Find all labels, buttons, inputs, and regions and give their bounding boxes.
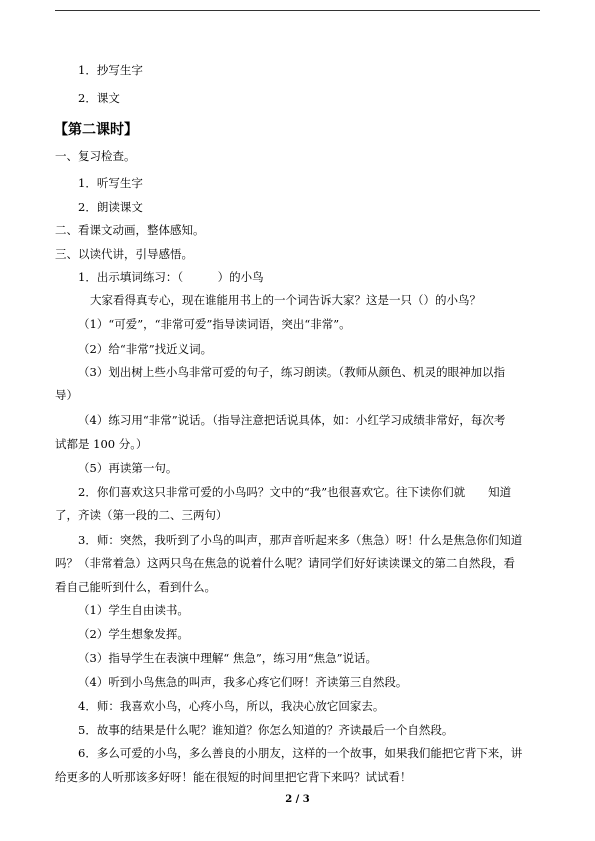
text-line: 4．师：我喜欢小鸟，心疼小鸟，所以，我决心放它回家去。: [78, 699, 385, 713]
text-line: （2）学生想象发挥。: [78, 627, 189, 641]
document-body: [55, 0, 540, 841]
text-line: 二、看课文动画，整体感知。: [55, 223, 205, 237]
text-line: 了，齐读（第一段的二、三两句）: [55, 508, 228, 522]
text-line: 2．朗读课文: [78, 200, 143, 214]
text-line: 一、复习检查。: [55, 149, 136, 163]
text-line: 大家看得真专心，现在谁能用书上的一个词告诉大家？这是一只（）的小鸟？: [90, 293, 481, 307]
text-line: （3）指导学生在表演中理解“ 焦急”，练习用“焦急”说话。: [78, 651, 377, 665]
text-line: 2．你们喜欢这只非常可爱的小鸟吗？文中的“我”也很喜欢它。往下读你们就 知道: [78, 485, 512, 499]
text-line: （1）“可爱”，“非常可爱”指导读词语，突出“非常”。: [78, 317, 351, 331]
text-line: 吗？（非常着急）这两只鸟在焦急的说着什么呢？请同学们好好读读课文的第二自然段，看: [55, 556, 515, 570]
text-line: 6．多么可爱的小鸟，多么善良的小朋友，这样的一个故事，如果我们能把它背下来，讲: [78, 746, 523, 760]
text-line: （1）学生自由读书。: [78, 603, 189, 617]
text-line: 三、以读代讲，引导感悟。: [55, 247, 193, 261]
text-line: 2．课文: [78, 91, 120, 105]
text-line: 导）: [55, 388, 78, 402]
text-line: 给更多的人听那该多好呀！能在很短的时间里把它背下来吗？试试看！: [55, 770, 412, 784]
page-number: 2 / 3: [285, 794, 310, 805]
text-line: 1．抄写生字: [78, 63, 143, 77]
text-line: （3）划出树上些小鸟非常可爱的句子，练习朗读。（教师从颜色、机灵的眼神加以指: [78, 365, 506, 379]
text-line: 3．师：突然，我听到了小鸟的叫声，那声音听起来多（焦急）呀！什么是焦急你们知道: [78, 533, 523, 547]
text-line: 看自己能听到什么，看到什么。: [55, 580, 216, 594]
text-line: （4）练习用“非常”说话。（指导注意把话说具体，如：小红学习成绩非常好，每次考: [78, 413, 506, 427]
text-line: 1．听写生字: [78, 176, 143, 190]
text-line: 1．出示填词练习：（ ）的小鸟: [78, 270, 264, 284]
text-line: （4）听到小鸟焦急的叫声，我多心疼它们呀！齐读第三自然段。: [78, 675, 408, 689]
text-line: （5）再读第一句。: [78, 461, 178, 475]
text-line: （2）给“非常”找近义词。: [78, 342, 213, 356]
text-line: 5．故事的结果是什么呢？谁知道？你怎么知道的？齐读最后一个自然段。: [78, 723, 454, 737]
section-heading: 【第二课时】: [54, 122, 138, 138]
text-line: 试都是 100 分。）: [55, 437, 148, 451]
